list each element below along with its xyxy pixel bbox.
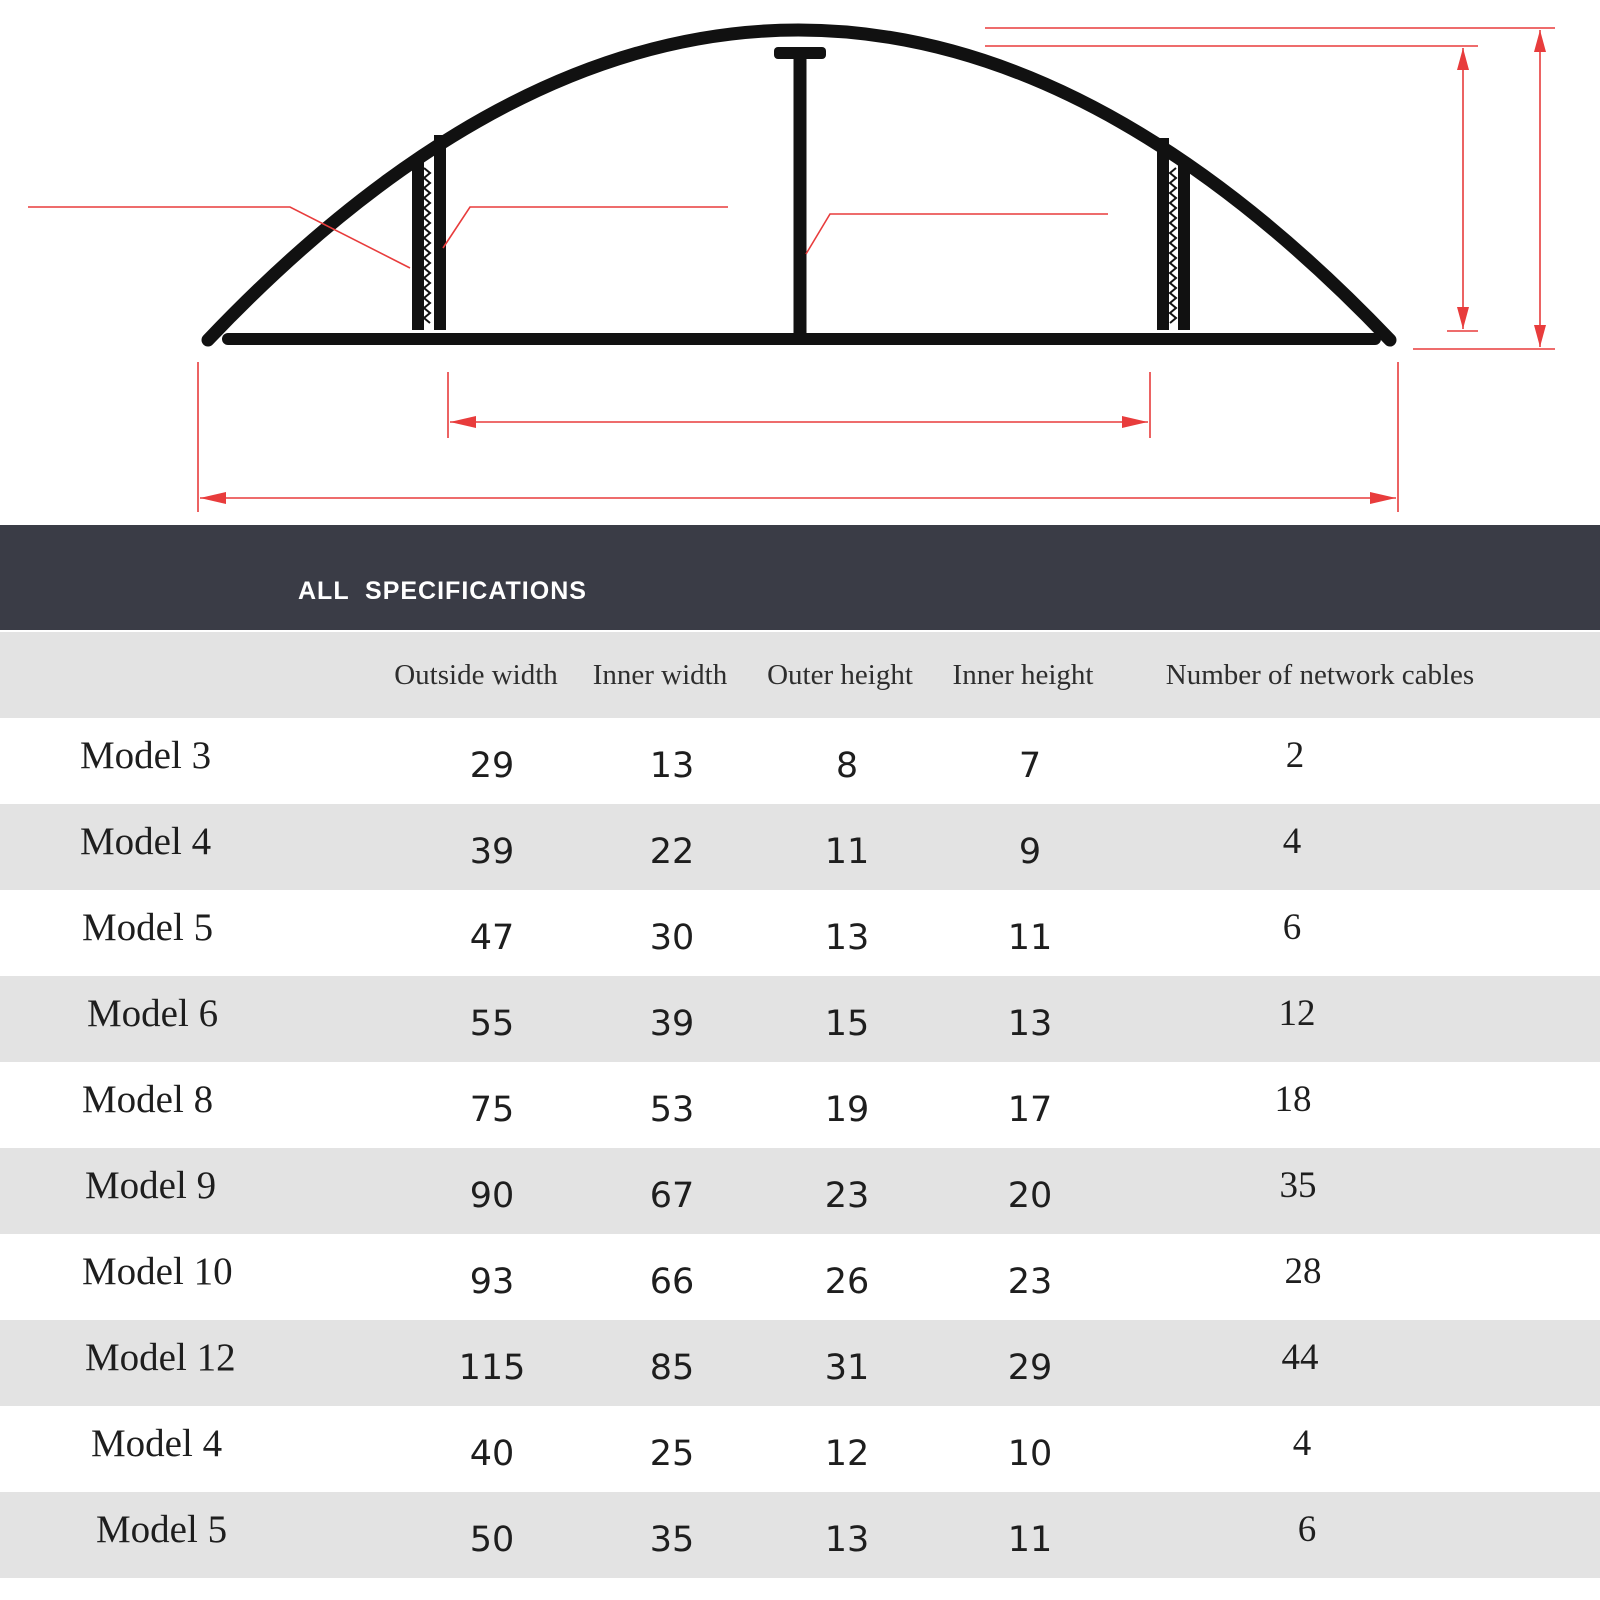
table-row: [0, 890, 1600, 976]
inner-height-cell: 9: [1018, 832, 1042, 872]
network-cables-cell: 2: [1285, 735, 1305, 776]
inner-height-cell: 20: [1007, 1176, 1053, 1216]
leader-lines: [28, 207, 1108, 268]
model-name: Model 8: [82, 1078, 214, 1121]
outer-height-cell: 23: [824, 1176, 870, 1216]
model-name: Model 10: [82, 1250, 233, 1293]
width-arrowheads: [200, 416, 1396, 504]
outside-width-cell: 115: [458, 1348, 526, 1388]
outside-width-cell: 50: [469, 1520, 515, 1560]
column-header-row: [0, 632, 1600, 718]
specifications-header-bar: [0, 525, 1600, 630]
inner-height-cell: 11: [1007, 1520, 1053, 1560]
network-cables-cell: 28: [1284, 1251, 1322, 1292]
outer-height-cell: 26: [824, 1262, 870, 1302]
table-row: [0, 804, 1600, 890]
model-name: Model 12: [85, 1336, 236, 1379]
table-row: [0, 1320, 1600, 1406]
inner-width-cell: 66: [649, 1262, 695, 1302]
network-cables-cell: 6: [1282, 907, 1302, 948]
inner-width-cell: 25: [649, 1434, 695, 1474]
outer-height-cell: 15: [824, 1004, 870, 1044]
table-row: [0, 1062, 1600, 1148]
outside-width-cell: 90: [469, 1176, 515, 1216]
table-row: [0, 1492, 1600, 1578]
model-name: Model 3: [80, 734, 212, 777]
inner-height-cell: 13: [1007, 1004, 1053, 1044]
network-cables-cell: 18: [1274, 1079, 1312, 1120]
model-name: Model 5: [96, 1508, 228, 1551]
model-name: Model 5: [82, 906, 214, 949]
inner-height-cell: 11: [1007, 918, 1053, 958]
table-row: [0, 718, 1600, 804]
column-header: Outside width: [394, 659, 558, 691]
outer-height-cell: 31: [824, 1348, 870, 1388]
center-post-cap: [774, 47, 826, 59]
outer-height-cell: 13: [824, 918, 870, 958]
inner-width-cell: 30: [649, 918, 695, 958]
network-cables-cell: 4: [1282, 821, 1302, 862]
model-name: Model 4: [80, 820, 212, 863]
inner-width-cell: 13: [649, 746, 695, 786]
inner-height-cell: 29: [1007, 1348, 1053, 1388]
outer-height-cell: 19: [824, 1090, 870, 1130]
width-dimensions: [198, 362, 1398, 512]
leader-line-center: [806, 214, 1108, 254]
outside-width-cell: 93: [469, 1262, 515, 1302]
inner-width-cell: 53: [649, 1090, 695, 1130]
inner-width-cell: 39: [649, 1004, 695, 1044]
network-cables-cell: 4: [1292, 1423, 1312, 1464]
outside-width-cell: 75: [469, 1090, 515, 1130]
inner-height-cell: 17: [1007, 1090, 1053, 1130]
outer-height-cell: 11: [824, 832, 870, 872]
table-row: [0, 1148, 1600, 1234]
network-cables-cell: 6: [1297, 1509, 1317, 1550]
outside-width-cell: 39: [469, 832, 515, 872]
height-arrowheads: [1457, 30, 1546, 347]
specifications-title: ALL SPECIFICATIONS: [298, 577, 587, 605]
column-header: Inner width: [592, 659, 728, 691]
outside-width-cell: 55: [469, 1004, 515, 1044]
leader-line-left: [28, 207, 410, 268]
inner-height-cell: 7: [1018, 746, 1042, 786]
network-cables-cell: 35: [1279, 1165, 1317, 1206]
left-divider-wall: [418, 135, 440, 330]
height-dimensions: [985, 28, 1555, 349]
outside-width-cell: 40: [469, 1434, 515, 1474]
outside-width-cell: 29: [469, 746, 515, 786]
model-name: Model 6: [87, 992, 219, 1035]
outside-width-cell: 47: [469, 918, 515, 958]
inner-width-cell: 67: [649, 1176, 695, 1216]
outer-height-cell: 12: [824, 1434, 870, 1474]
cable-cover-cross-section-diagram: [0, 0, 1600, 525]
column-header: Outer height: [767, 659, 913, 691]
model-name: Model 4: [91, 1422, 223, 1465]
network-cables-cell: 44: [1281, 1337, 1319, 1378]
outer-height-cell: 8: [835, 746, 859, 786]
model-name: Model 9: [85, 1164, 217, 1207]
inner-height-cell: 23: [1007, 1262, 1053, 1302]
inner-width-cell: 35: [649, 1520, 695, 1560]
table-row: [0, 1406, 1600, 1492]
column-header: Number of network cables: [1165, 659, 1475, 691]
leader-line-divider: [443, 207, 728, 248]
table-row: [0, 1234, 1600, 1320]
table-row: [0, 976, 1600, 1062]
right-divider-wall: [1163, 138, 1184, 330]
network-cables-cell: 12: [1278, 993, 1316, 1034]
column-header: Inner height: [952, 659, 1094, 691]
inner-width-cell: 22: [649, 832, 695, 872]
inner-height-cell: 10: [1007, 1434, 1053, 1474]
inner-width-cell: 85: [649, 1348, 695, 1388]
outer-height-cell: 13: [824, 1520, 870, 1560]
